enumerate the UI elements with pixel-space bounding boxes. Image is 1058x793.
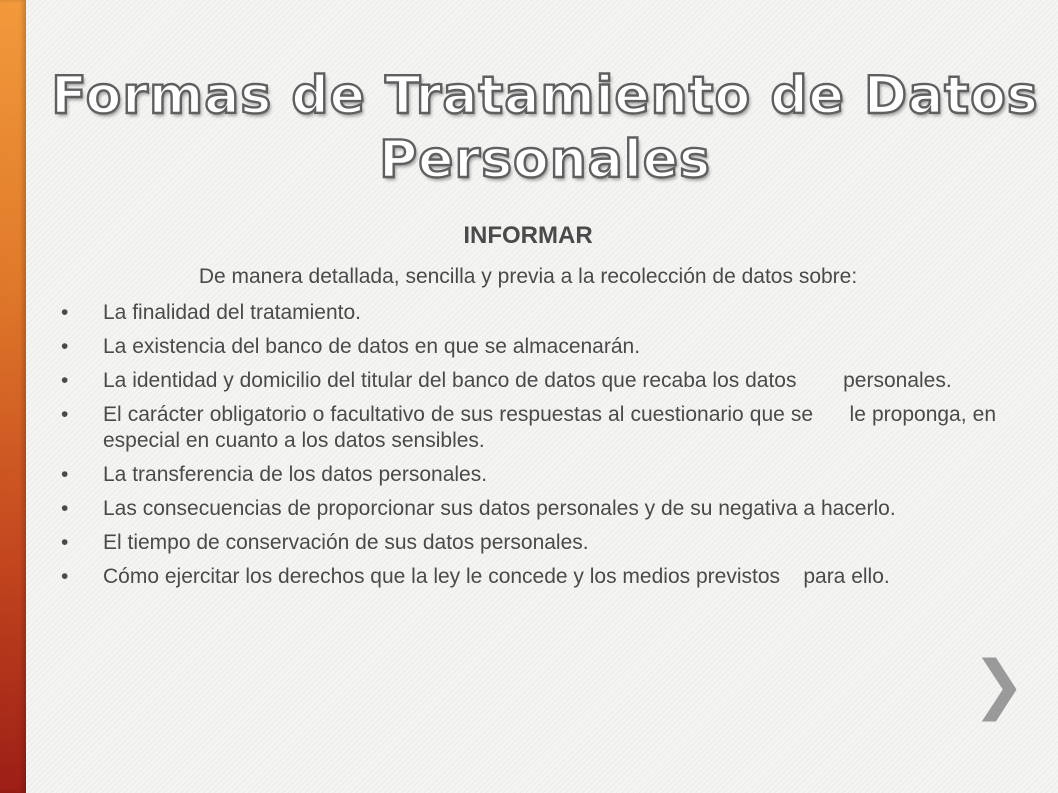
list-item-text: El tiempo de conservación de sus datos personales. [103,531,589,554]
bullet-icon: • [61,497,69,520]
bullet-list [60,300,996,590]
list-item-text: La finalidad del tratamiento. [103,301,361,324]
list-item-text: La transferencia de los datos personales. [103,463,488,486]
list-item-text: La existencia del banco de datos en que se almacenarán. [103,335,641,358]
list-item-text: Las consecuencias de proporcionar sus datos personales y de su negativa a hacerlo. [103,497,896,520]
list-item [60,368,996,394]
list-item [60,496,996,522]
list-item-text: La identidad y domicilio del titular del banco de datos que recaba los datos personales. [103,369,952,392]
chevron-right-icon[interactable]: ❯ [972,648,1026,722]
list-item [60,462,996,488]
bullet-icon: • [61,369,69,392]
slide-title: Formas de Tratamiento de Datos Personales [51,66,1039,190]
list-item-text: Cómo ejercitar los derechos que la ley le concede y los medios previstos para ello. [103,565,890,588]
section-heading: INFORMAR [463,222,593,249]
list-item-text: El carácter obligatorio o facultativo de sus respuestas al cuestionario que se le proponga, en especial en cuanto a los datos sensibles. [103,403,996,452]
list-item [60,530,996,556]
bullet-icon: • [61,335,69,358]
slide-content [60,222,996,598]
accent-side-bar [0,0,26,793]
list-item [60,564,996,590]
bullet-icon: • [61,463,69,486]
list-item [60,334,996,360]
bullet-icon: • [61,531,69,554]
bullet-icon: • [61,565,69,588]
bullet-icon: • [61,403,69,426]
list-item [60,300,996,326]
bullet-icon: • [61,301,69,324]
list-item [60,402,996,454]
intro-text: De manera detallada, sencilla y previa a la recolección de datos sobre: [198,265,858,288]
